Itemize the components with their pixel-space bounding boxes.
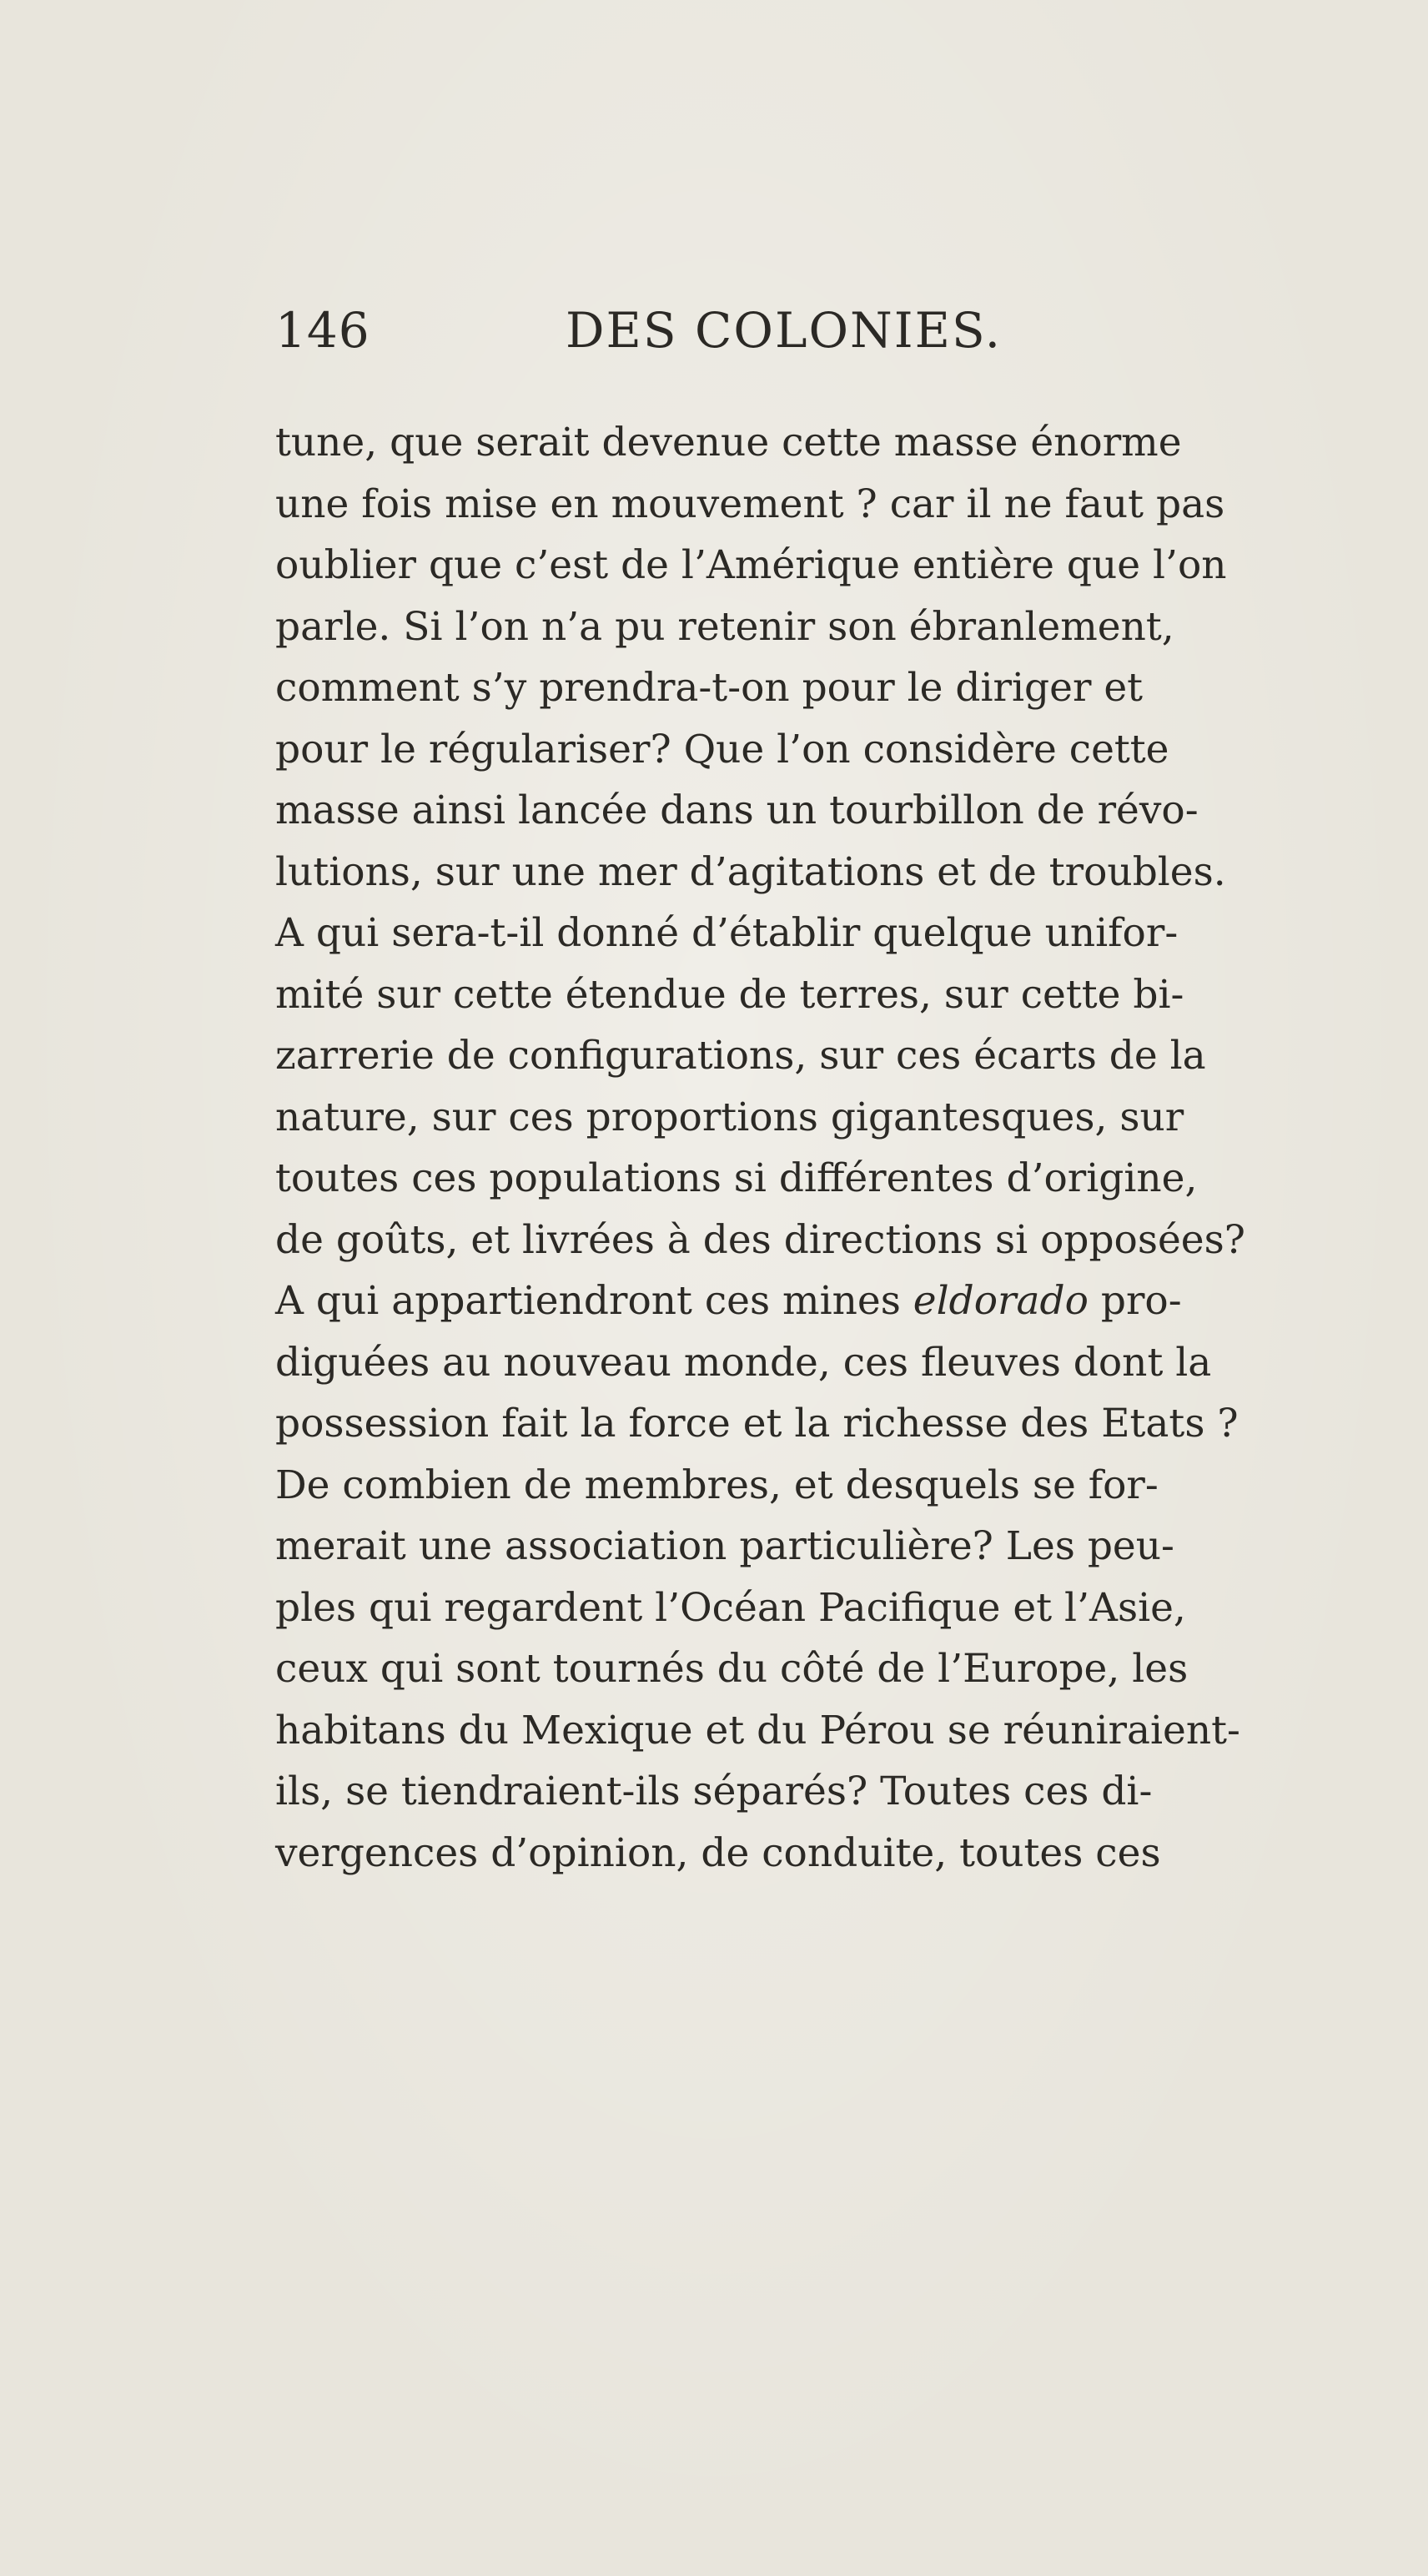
- text-line: ples qui regardent l’Océan Pacifique et l’Asie,: [275, 1584, 1186, 1631]
- italic-word: eldorado: [913, 1278, 1089, 1324]
- text-line: diguées au nouveau monde, ces fleuves dont la: [275, 1339, 1212, 1386]
- text-line: lutions, sur une mer d’agitations et de troubles.: [275, 848, 1226, 895]
- text-line: tune, que serait devenue cette masse énorme: [275, 420, 1182, 465]
- text-line: A qui sera-t-il donné d’établir quelque unifor-: [275, 910, 1179, 956]
- body-text: [275, 412, 1245, 1884]
- text-line: zarrerie de configurations, sur ces écarts de la: [275, 1033, 1206, 1079]
- text-line-eldorado: [275, 1270, 1182, 1332]
- line-suffix: pro-: [1100, 1278, 1182, 1324]
- text-line: nature, sur ces proportions gigantesques, sur: [275, 1094, 1184, 1140]
- text-line: toutes ces populations si différentes d’origine,: [275, 1155, 1198, 1201]
- text-line: vergences d’opinion, de conduite, toutes ces: [275, 1829, 1161, 1876]
- text-line: habitans du Mexique et du Pérou se réuniraient-: [275, 1707, 1240, 1753]
- text-line: masse ainsi lancée dans un tourbillon de révo-: [275, 787, 1199, 833]
- text-line: parle. Si l’on n’a pu retenir son ébranlement,: [275, 603, 1174, 650]
- text-line: ils, se tiendraient-ils séparés? Toutes ces di-: [275, 1768, 1153, 1814]
- text-line: merait une association particulière? Les peu-: [275, 1523, 1174, 1569]
- page-number: 146: [275, 302, 370, 359]
- text-line: ceux qui sont tournés du côté de l’Europe, les: [275, 1646, 1189, 1692]
- page-header: [275, 302, 1109, 369]
- text-line: possession fait la force et la richesse des Etats ?: [275, 1401, 1239, 1446]
- text-line: oublier que c’est de l’Amérique entière que l’on: [275, 542, 1227, 588]
- line-prefix: A qui appartiendront ces mines: [275, 1278, 901, 1324]
- text-line: de goûts, et livrées à des directions si opposées?: [275, 1216, 1245, 1263]
- text-line: pour le régulariser? Que l’on considère cette: [275, 726, 1169, 772]
- running-head: DES COLONIES.: [566, 302, 1003, 359]
- text-line: De combien de membres, et desquels se for-: [275, 1462, 1159, 1508]
- text-line: mité sur cette étendue de terres, sur cette bi-: [275, 971, 1184, 1018]
- text-line: comment s’y prendra-t-on pour le diriger et: [275, 665, 1144, 711]
- text-line: une fois mise en mouvement ? car il ne faut pas: [275, 480, 1225, 527]
